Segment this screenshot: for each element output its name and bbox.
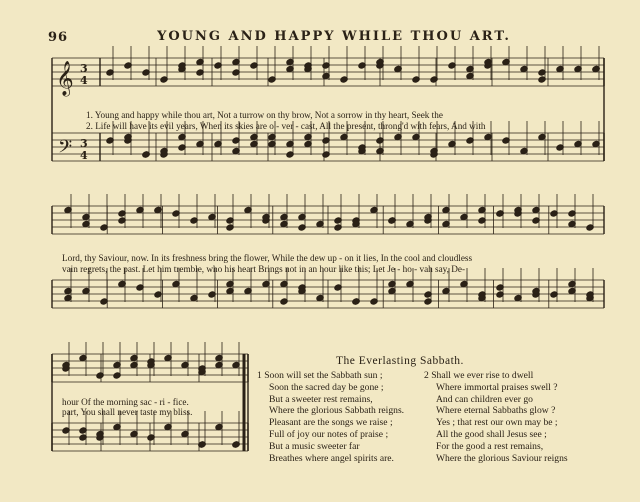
system1-verse1-lyric: 1. Young and happy while thou art, Not a turrow on thy brow, Not a sorrow in thy heart, Seek the — [86, 110, 443, 120]
stanza-line: But a sweeter rest remains, — [269, 393, 373, 405]
time-signature: 3 — [80, 62, 88, 75]
stanza-line: Breathes where angel spirits are. — [269, 452, 394, 464]
stanza-line: Full of joy our notes of praise ; — [269, 428, 389, 440]
stanza-line: For the good a rest remains, — [436, 440, 544, 452]
page-title: YOUNG AND HAPPY WHILE THOU ART. — [157, 29, 511, 44]
stanza-line: Yes ; that rest our own may be ; — [436, 417, 558, 429]
stanza-line: 2 Shall we ever rise to dwell — [424, 370, 534, 381]
clefs — [56, 61, 88, 162]
stanza-line: 1 Soon will set the Sabbath sun ; — [257, 370, 383, 381]
stanza-2 — [424, 370, 568, 464]
time-signature: 4 — [80, 74, 88, 87]
stanza-line: Pleasant are the songs we raise ; — [269, 417, 393, 429]
system3-verse2-lyric: part, You shall never taste my bliss. — [62, 407, 193, 417]
stanza-line: Soon the sacred day be gone ; — [269, 381, 384, 393]
stanza-line: But a music sweeter far — [269, 440, 360, 452]
bass-clef-icon: 𝄢 — [58, 137, 73, 162]
time-signature: 3 — [80, 137, 88, 150]
hymn-title: The Everlasting Sabbath. — [336, 355, 464, 367]
system3-verse1-lyric: hour Of the morning sac - ri - fice. — [62, 397, 189, 407]
page-number: 96 — [48, 30, 69, 45]
system1-verse2-lyric: 2. Life will have its evil years, When its skies are o - ver - cast, All the present, throng'd with fears, And with — [86, 121, 486, 131]
system2-verse1-lyric: Lord, thy Saviour, now. In its freshness bring the flower, While the dew up - on it lies, In the cool and cloudless — [62, 253, 473, 263]
stanza-line: Where the glorious Sabbath reigns. — [269, 405, 405, 417]
treble-clef-icon: 𝄞 — [56, 61, 74, 96]
stanza-line: Where immortal praises swell ? — [436, 381, 558, 393]
system2-verse2-lyric: vain regrets, the past. Let him tremble, who his heart Brings not in an hour like this; Let Je - ho - vah say, De- — [62, 264, 466, 274]
stanza-1 — [257, 370, 404, 464]
stanza-line: Where eternal Sabbaths glow ? — [436, 405, 556, 417]
stanza-line: And can children ever go — [436, 393, 533, 405]
stanza-line: Where the glorious Saviour reigns — [436, 452, 568, 464]
time-signature: 4 — [80, 149, 88, 162]
stanza-line: All the good shall Jesus see ; — [436, 428, 547, 440]
